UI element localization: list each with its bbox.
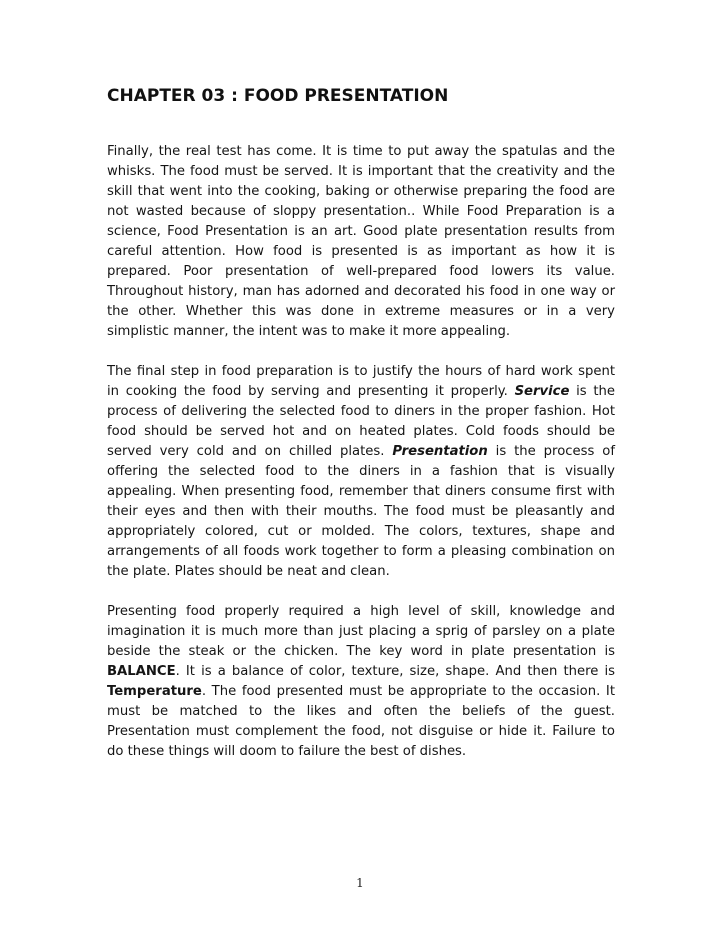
paragraph-service-presentation [107, 362, 615, 582]
paragraph-balance [107, 602, 615, 762]
paragraph-text: is the process of offering the selected food to the diners in a fashion that is visually appealing. When presenting food, remember that diners consume first with their eyes and then with their mouths. The food must be pleasantly and appropriately colored, cut or molded. The colors, textures, shape and arrangements of all foods work together to form a pleasing combination on the plate. Plates should be neat and clean. [107, 444, 615, 579]
paragraph-text: is the process of delivering the selected food to diners in the proper fashion. Hot food should be served hot and on heated plates. Cold foods should be served very cold and on chilled plates. [107, 384, 615, 459]
chapter-title: CHAPTER 03 : FOOD PRESENTATION [107, 86, 449, 106]
paragraph-text: The final step in food preparation is to justify the hours of hard work spent in cooking the food by serving and presenting it properly. [107, 364, 615, 399]
paragraph-text: . The food presented must be appropriate to the occasion. It must be matched to the likes and often the beliefs of the guest. Presentation must complement the food, not disguise or hide it. Failure to do these things will doom to failure the best of dishes. [107, 684, 615, 759]
term-presentation: Presentation [392, 444, 488, 459]
paragraph-text: Presenting food properly required a high level of skill, knowledge and imagination it is much more than just placing a sprig of parsley on a plate beside the steak or the chicken. The key word in plate presentation is [107, 604, 615, 659]
term-service: Service [514, 384, 570, 399]
paragraph-text: . It is a balance of color, texture, size, shape. And then there is [175, 664, 615, 679]
term-balance: BALANCE [107, 664, 176, 679]
document-body [107, 142, 615, 782]
term-temperature: Temperature [107, 684, 202, 699]
page-number: 1 [356, 876, 364, 890]
paragraph-intro: Finally, the real test has come. It is time to put away the spatulas and the whisks. The food must be served. It is important that the creativity and the skill that went into the cooking, baking or otherwise preparing the food are not wasted because of sloppy presentation.. While Food Preparation is a science, Food Presentation is an art. Good plate presentation results from careful attention. How food is presented is as important as how it is prepared. Poor presentation of well-prepared food lowers its value. Throughout history, man has adorned and decorated his food in one way or the other. Whether this was done in extreme measures or in a very simplistic manner, the intent was to make it more appealing. [107, 144, 615, 339]
